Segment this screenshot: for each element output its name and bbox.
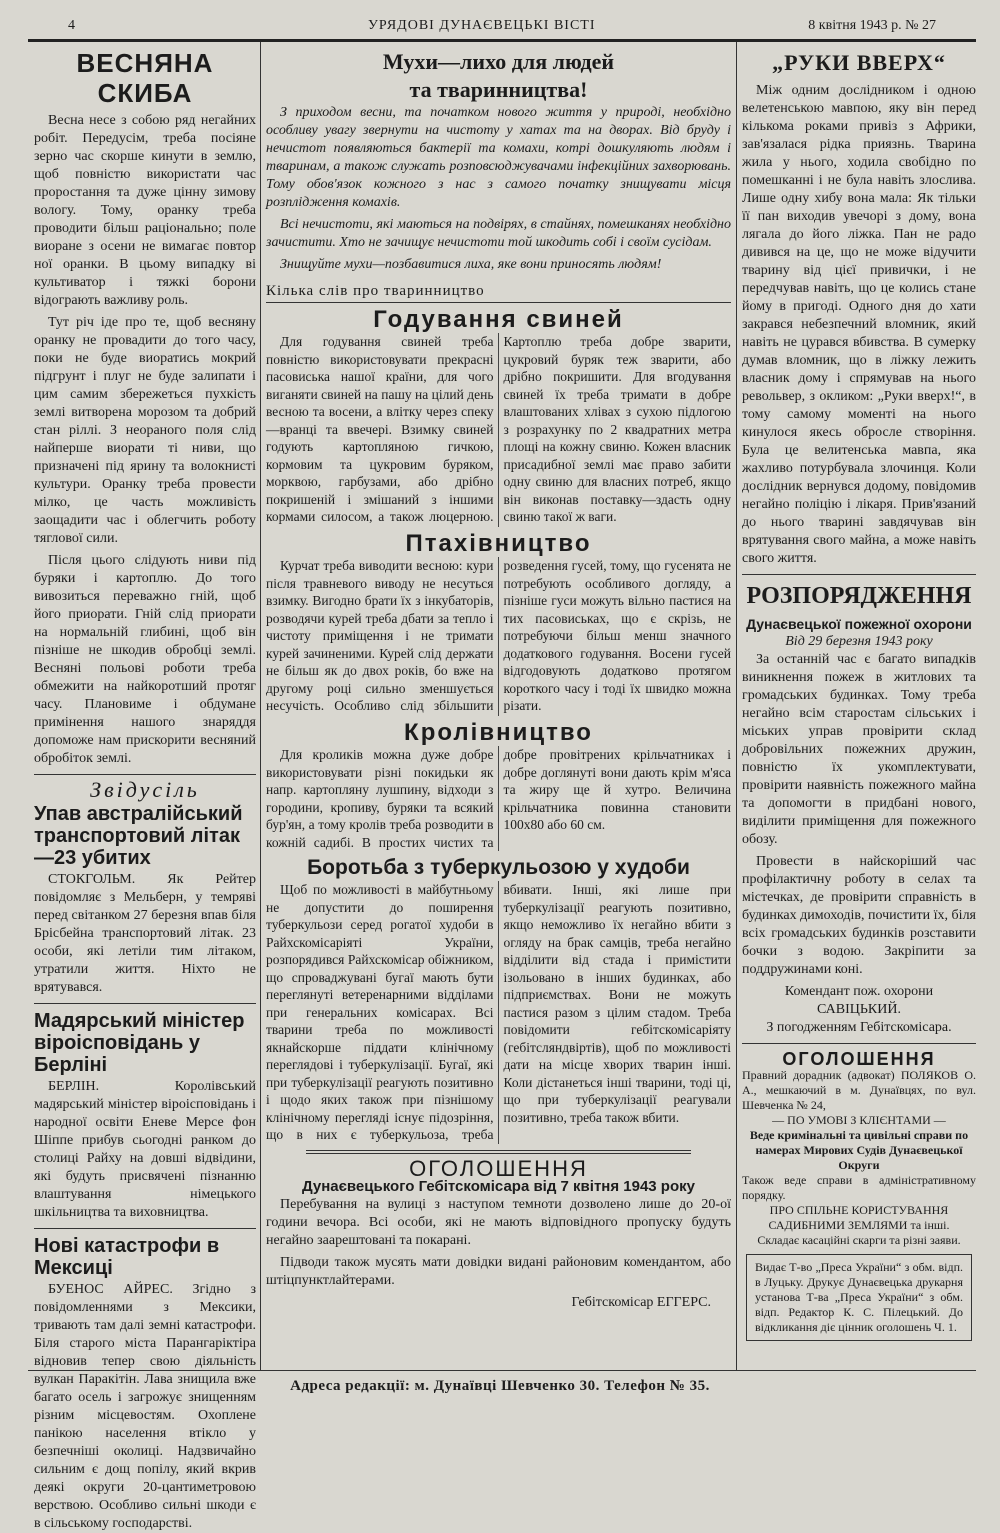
editorial-address: Адреса редакції: м. Дунаївці Шевченко 30. Телефон № 35. [290, 1378, 710, 1394]
article-title: та тваринництва! [409, 77, 588, 102]
section-title: Кролівництво [404, 719, 593, 746]
order-title: РОЗПОРЯДЖЕННЯ [746, 583, 972, 609]
article-paragraph: Весна несе з собою ряд негайних робіт. Передусім, треба посіяне зерно час скорше кинути в землю, щоб повністю використати час проростання та дуже цінну зимову вологу. Тому, оранку треба проводити більш раціонально; поле виоране з осени не вимагає повтор ної оранки. В цьому випадку ві культиватор і тяжкі борони відограють важливу роль. [34, 113, 256, 308]
page-number: 4 [68, 18, 75, 33]
notice-paragraph: Перебування на вулиці з наступом темноти дозволено лише до 20-ої години вечора. Всі особи, які не мають відповідного пропуску будуть негайно заарештовані та покарані. [266, 1196, 731, 1248]
order-subtitle: Дунаєвецької пожежної охорони [746, 616, 972, 632]
section-title: Боротьба з туберкульозою у худоби [307, 856, 690, 879]
order-paragraph: Провести в найскоріший час профілактичну роботу в селах та містечках, де провірити справність в будинках димоходів, почистити їх, біля всіх громадських будинків розставити бочки з водою. Закріпити за поддружинами коні. [742, 854, 976, 977]
column-right [742, 48, 976, 1348]
ad-text: Правний дорадник (адвокат) ПОЛЯКОВ О. А., мешкаючий в м. Дунаївцях, по вул. Шевченка № 24, [742, 1068, 976, 1112]
column-divider [736, 42, 737, 1370]
ad-text: Складає касаційні скарги та різні заяви. [757, 1233, 961, 1247]
newspaper-title: УРЯДОВІ ДУНАЄВЕЦЬКІ ВІСТІ [368, 18, 596, 33]
article-paragraph: Знищуйте мухи—позбавитися лиха, яке вони приносять людям! [280, 257, 662, 272]
article-paragraph: Щоб по можливості в майбутньому не допустити до поширення туберкульози серед рогатої худоби в Райхскомісаріяті України, розпорядився Райхскомісар обіжником, що спроваджувані бугаї мають бути переглянуті ветеренарними відділами при генеральних комісарах. Всі тварини треба по можливості якнайскорше піддати клінічному переглядові і туберкулізації. Бугаї, які при туберкулізації реагують позитивно і щодо яких також при пізнішому клінічному перегляді існує підозріння, що в них є туберкульоза, треба вбивати. Інші, які лише при туберкулізації реагують позитивно, якщо неможливо їх негайно вбити з огляду на брак самців, треба негайно відділити від стада і примістити ізольовано в інших будинках, або підприємствах. Вони не можуть пастися разом з цілим стадом. Треба повідомити гебітскомісаріяту (гебітсляндвіртів), щоб по можливості дати на місце хворих тварин інші. Коли дістанеться інші тварини, тоді ці, що при туберкулізації реагували позитивно, треба також вбити. [266, 882, 731, 1142]
column-divider [260, 42, 261, 1370]
article-paragraph: Для кроликів можна дуже добре використовувати різні покидьки як напр. картопляну лушпину, відходи з городини, кропиву, буряки та всякий бур'ян, а тому кролів треба розводити в кожній садибі. В простих чистих та добре провітрених крільчатниках і добре доглянуті вони дають крім м'яса та жиру ще й хутро. Величина крільчатника повинна становити 100х80 або 60 см. [266, 747, 731, 850]
divider [742, 1043, 976, 1044]
article-paragraph: З приходом весни, та початком нового життя у природі, необхідно особливу увагу звернути на чистоту у хатах та на дворах. Від бруду і нечистот появляються бактерії та комахи, котрі дошкуляють людям і тваринам, а також служать розповсюджувачами інфекційних захворювань. Тому обов'язок кожного з нас з самого початку знищувати місця розплідження комахів. [266, 105, 731, 210]
article-title: Нові катастрофи в Мексиці [34, 1235, 220, 1279]
imprint-box: Видає Т-во „Преса України“ з обм. відп. в Луцьку. Друкує Дунаєвецька друкарня установа Т-ва „Преса України“ з обм. відп. Редактор К. С. Пілецький. До відкликання діє цінник оголошень Ч. 1. [746, 1254, 972, 1341]
column-left [34, 48, 256, 1531]
two-column-text [266, 557, 731, 716]
article-paragraph: Всі нечистоти, які маються на подвірях, в стайнях, помешканях необхідно зачистити. Хто не зачищує нечистоти той шкодить собі і своїм сусідам. [266, 217, 731, 250]
article-paragraph: Для годування свиней треба повністю використовувати прекрасні пасовиська нашої країни, для чого виганяти свиней на пашу на цілий день весною та восени, а влітку через спеку—вранці та ввечері. Взимку свиней годують картопляною гичкою, кормовим та цукровим буряком, морквою, гарбузами, або дрібно покришеній і змішаний з іншими кормами силосом, а також люцерною. Картоплю треба добре зварити, цукровий буряк теж зварити, або дрібно покришити. Для вгодування свиней їх треба тримати в добре влаштованих хлівах з сухою підлогою з розрахунку по 2 квадратних метра площі на кожну свиню. Кожен власник присадибної землі має право забити одну свиню для власних потреб, якщо він виконав поставку—здасть одну свиню такої ж ваги. [266, 334, 731, 524]
two-column-text [266, 333, 731, 527]
article-paragraph: Курчат треба виводити весною: кури після травневого виводу не несуться взимку. Вигодно брати їх з інкубаторів, розводячи курей треба дбати за тепло і чистоту приміщення і не тримати курей зачиненими. Курей слід держати не більш як до двох років, бо вже на другому році сильно зменшується несучість. Особливо слід збільшити розведення гусей, тому, що гусенята не потребують особливого догляду, а пізніше гуси можуть вільно пастися на тих пасовиськах, що є скрізь, не потребуючи більш менш значного додаткового годування. Восени гусей відгодовують додатково протягом короткого часу і тоді їх швидко можна різати. [266, 558, 731, 713]
notice-signature: Гебітскомісар ЕГГЕРС. [571, 1294, 711, 1310]
ad-text: Також веде справи в адміністративному порядку. [742, 1173, 976, 1202]
divider [34, 1228, 256, 1229]
notice-subtitle: Дунаєвецького Гебітскомісара від 7 квітня 1943 року [302, 1177, 695, 1195]
article-title: Мухи—лихо для людей [382, 49, 615, 74]
ad-title: ОГОЛОШЕННЯ [782, 1049, 936, 1069]
rubric-heading: Звідусіль [90, 777, 200, 802]
ad-text: Веде кримінальні та цивільні справи по намерах Мирових Судів Дунаєвецької Округи [749, 1128, 969, 1172]
notice-title: ОГОЛОШЕННЯ [409, 1155, 588, 1181]
notice-paragraph: Підводи також мусять мати довідки видані районовим комендантом, або штіцпунктлайтерами. [266, 1254, 731, 1288]
order-paragraph: За останній час є багато випадків виникнення пожеж в житлових та громадських будинках. Тому треба негайно всім старостам сільських і міських управ провірити склад добровільних пожежних дружин, повністю їх укомплектувати, провірити наявність пожежного майна та допомогти в придбані нового, виділити приміщення для пожежного обозу. [742, 652, 976, 847]
article-title: ВЕСНЯНА СКИБА [76, 48, 214, 108]
article-paragraph: БУЕНОС АЙРЕС. Згідно з повідомленнями з Мексики, тривають там далі земні катастрофи. Біля старого міста Парангаріктіра відновив тепер свою діяльність вулкан Паракітін. Лава знищила вже багато осель і загрожує знищенням різним місцевостям. Охоплене панікою населення втікло у безпечніші околиці. Надзвичайно сильним є дощ попілу, який вкрив деякі округи 20-цантиметровою верствою. Особливо сильні шкоди є в сільському господарстві. [34, 1282, 256, 1531]
divider [742, 574, 976, 575]
article-title: Мадярський міністер віроісповідань у Берліні [34, 1010, 245, 1076]
order-signature: З погодженням Гебітскомісара. [766, 1020, 952, 1035]
article-paragraph: Після цього слідують ниви під буряки і картоплю. До того вивозиться переважно гній, щоб його приорати. Гній слід приорати на нормальній глибині, щоб він пізніше не шкодив обробці землі. Весняні польові роботи треба обмежити на найкоротший протяг часу. Плановиме і обдумане примінення нашого знаряддя допоможе нам прискорити весняний обробіток землі. [34, 553, 256, 766]
divider [306, 1150, 691, 1154]
order-signature: Комендант пож. охорони САВІЦЬКИЙ. [784, 984, 934, 1017]
column-center [266, 48, 731, 1348]
divider [34, 1003, 256, 1004]
article-paragraph: БЕРЛІН. Королівський мадярський міністер віроісповідань і народної освіти Еневе Мерсе фон Шіппе прибув сьогодні ранком до столиці Райху на довші відвідини, які будуть присвячені пізнанню влаштування німецького шкільництва та виховництва. [34, 1079, 256, 1220]
two-column-text [266, 746, 731, 851]
two-column-text [266, 881, 731, 1144]
footer-rule [28, 1370, 976, 1371]
article-paragraph: Тут річ іде про те, щоб весняну оранку не провадити до того часу, поки не буде виоратись мокрий підгрунт і плуг не буде залипати і цим самим збережеться пухкість землі витворена морозом та добрий стан ріллі. З неораного поля слід найперше виорати ті ниви, що призначені під ярину та волокнисті культури. Оранку треба провести мілко, це часть можливість заощадити час і облегчить роботу тяглової сили. [34, 315, 256, 546]
issue-date: 8 квітня 1943 р. № 27 [808, 18, 936, 33]
header-rule [28, 39, 976, 42]
section-title: Птахівництво [405, 530, 592, 557]
divider [34, 774, 256, 775]
ad-text: ПРО СПІЛЬНЕ КОРИСТУВАННЯ САДИБНИМИ ЗЕМЛЯМИ та інші. [768, 1203, 950, 1232]
article-paragraph: СТОКГОЛЬМ. Як Рейтер повідомляє з Мельберн, у темряві перед світанком 27 березня впав біля Брісбейна транспортовий літак. 23 особи, які летіли тим літаком, утратили життя. Ніхто не врятувався. [34, 872, 256, 995]
order-date: Від 29 березня 1943 року [785, 634, 933, 649]
section-rubric: Кілька слів про тваринництво [266, 282, 731, 303]
page-header [28, 14, 976, 38]
article-title: „РУКИ ВВЕРХ“ [772, 50, 946, 75]
section-title: Годування свиней [373, 306, 624, 333]
article-title: Упав австралійський транспортовий літак—23 убитих [34, 803, 243, 869]
article-paragraph: Між одним дослідником і одною велетенською мавпою, яку він перед кількома роками привіз з Африки, зав'язалася рідка приязнь. Тварина жила у нього, ходила свобідно по помешканні і не була навіть злослива. Лише одну хибу вона мала: Як тільки її пан виходив увечорі з дому, вона лягала до його ліжка. Пан не радо дивився на це, що не може відучити тварину від цієї привички, і не передчував навіть, що це колись стане йому в пригоді. Одного дня до хати закрався небезпечний вломник, який навіть не цурався вбивства. В сумерку думав вломник, що в ліжку лежить власник дому і спрямував на нього револьвер, з окликом: „Руки вверх!“, в тому самому моменті на нього кинулося якесь обросле створіння. Була це велитенська мавпа, яка жахливо потурбувала злочинця. Коли дослідник вернувся додому, повідомив негайно поліцію і лікаря. Прив'язаний до нього тварині завдячував він врятування свого майна, а може навіть свого життя. [742, 83, 976, 566]
ad-text: — ПО УМОВІ З КЛІЄНТАМИ — [772, 1113, 946, 1127]
